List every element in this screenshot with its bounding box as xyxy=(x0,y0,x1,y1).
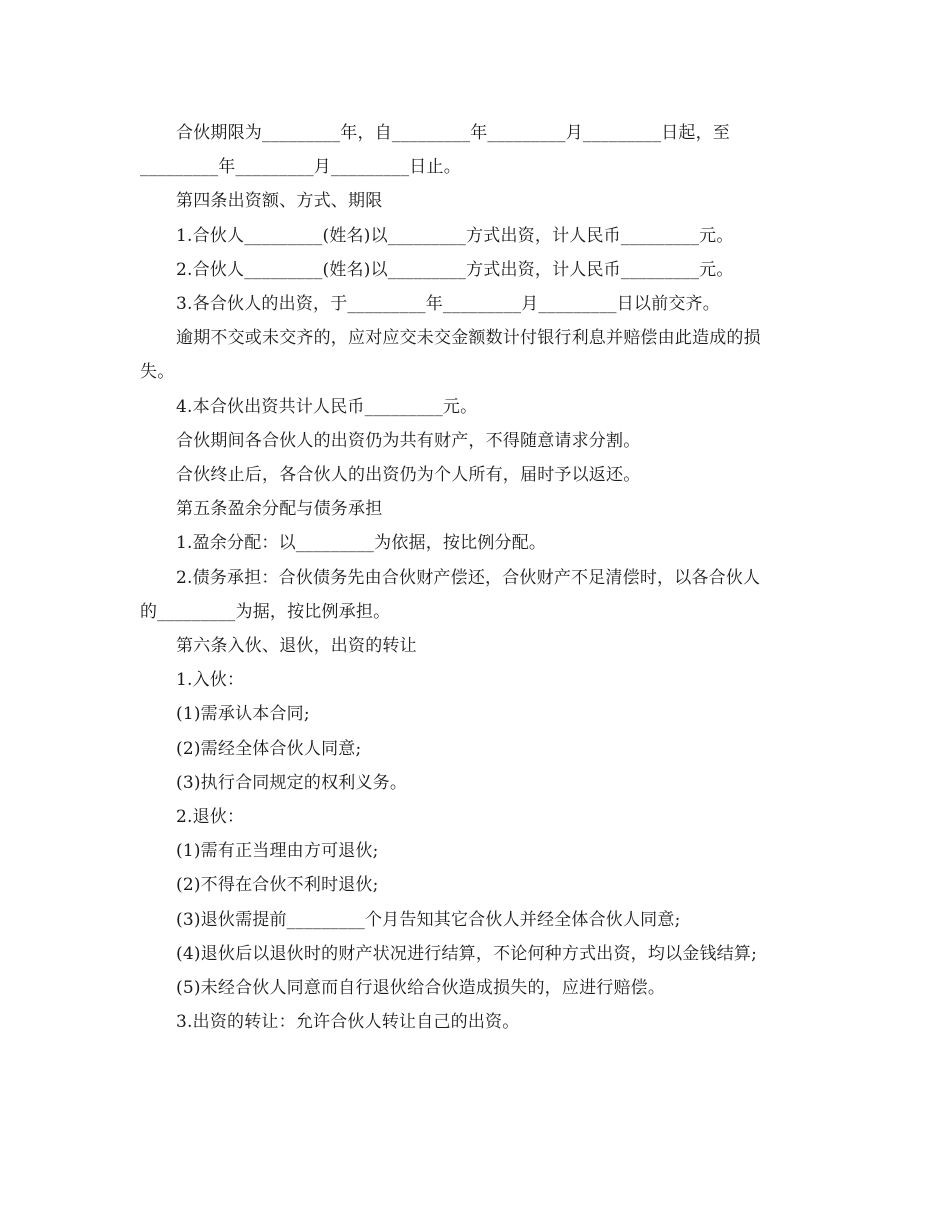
subheading-withdrawal: 2.退伙： xyxy=(176,807,245,828)
list-item-withdrawal-2: (2)不得在合伙不利时退伙; xyxy=(176,875,379,896)
paragraph-overdue-penalty: 逾期不交或未交齐的，应对应交未交金额数计付银行利息并赔偿由此造成的损 xyxy=(176,328,761,349)
list-item-withdrawal-5: (5)未经合伙人同意而自行退伙给合伙造成损失的，应进行赔偿。 xyxy=(176,978,666,999)
list-item-joining-3: (3)执行合同规定的权利义务。 xyxy=(176,772,408,793)
list-item-joining-1: (1)需承认本合同; xyxy=(176,704,310,725)
paragraph-common-property: 合伙期间各合伙人的出资仍为共有财产，不得随意请求分割。 xyxy=(176,430,641,451)
paragraph-debt-bearing-cont: 的_________为据，按比例承担。 xyxy=(140,601,391,622)
heading-article-5: 第五条盈余分配与债务承担 xyxy=(176,499,383,520)
paragraph-debt-bearing: 2.债务承担：合伙债务先由合伙财产偿还，合伙财产不足清偿时，以各合伙人 xyxy=(176,567,761,588)
list-item-withdrawal-3: (3)退伙需提前_________个月告知其它合伙人并经全体合伙人同意; xyxy=(176,909,681,930)
heading-article-6: 第六条入伙、退伙，出资的转让 xyxy=(176,636,417,657)
paragraph-partner-1-contribution: 1.合伙人_________(姓名)以_________方式出资，计人民币_________元。 xyxy=(176,225,734,246)
paragraph-partner-2-contribution: 2.合伙人_________(姓名)以_________方式出资，计人民币_________元。 xyxy=(176,259,734,280)
paragraph-total-contribution: 4.本合伙出资共计人民币_________元。 xyxy=(176,396,478,417)
paragraph-term-period-cont: _________年_________月_________日止。 xyxy=(140,157,461,178)
paragraph-overdue-penalty-cont: 失。 xyxy=(140,362,175,383)
paragraph-term-period: 合伙期限为_________年，自_________年_________月_________日起，至 xyxy=(176,123,730,143)
list-item-withdrawal-1: (1)需有正当理由方可退伙; xyxy=(176,841,379,862)
paragraph-contribution-deadline: 3.各合伙人的出资，于_________年_________月_________日以前交齐。 xyxy=(176,294,720,315)
list-item-joining-2: (2)需经全体合伙人同意; xyxy=(176,738,362,759)
subheading-joining: 1.入伙： xyxy=(176,670,245,691)
heading-article-4: 第四条出资额、方式、期限 xyxy=(176,191,383,212)
document-body xyxy=(140,116,812,1039)
paragraph-profit-distribution: 1.盈余分配：以_________为依据，按比例分配。 xyxy=(176,533,547,554)
paragraph-return-contribution: 合伙终止后，各合伙人的出资仍为个人所有，届时予以返还。 xyxy=(176,465,641,486)
list-item-withdrawal-4: (4)退伙后以退伙时的财产状况进行结算，不论何种方式出资，均以金钱结算; xyxy=(176,943,758,964)
paragraph-transfer-contribution: 3.出资的转让：允许合伙人转让自己的出资。 xyxy=(176,1012,520,1033)
